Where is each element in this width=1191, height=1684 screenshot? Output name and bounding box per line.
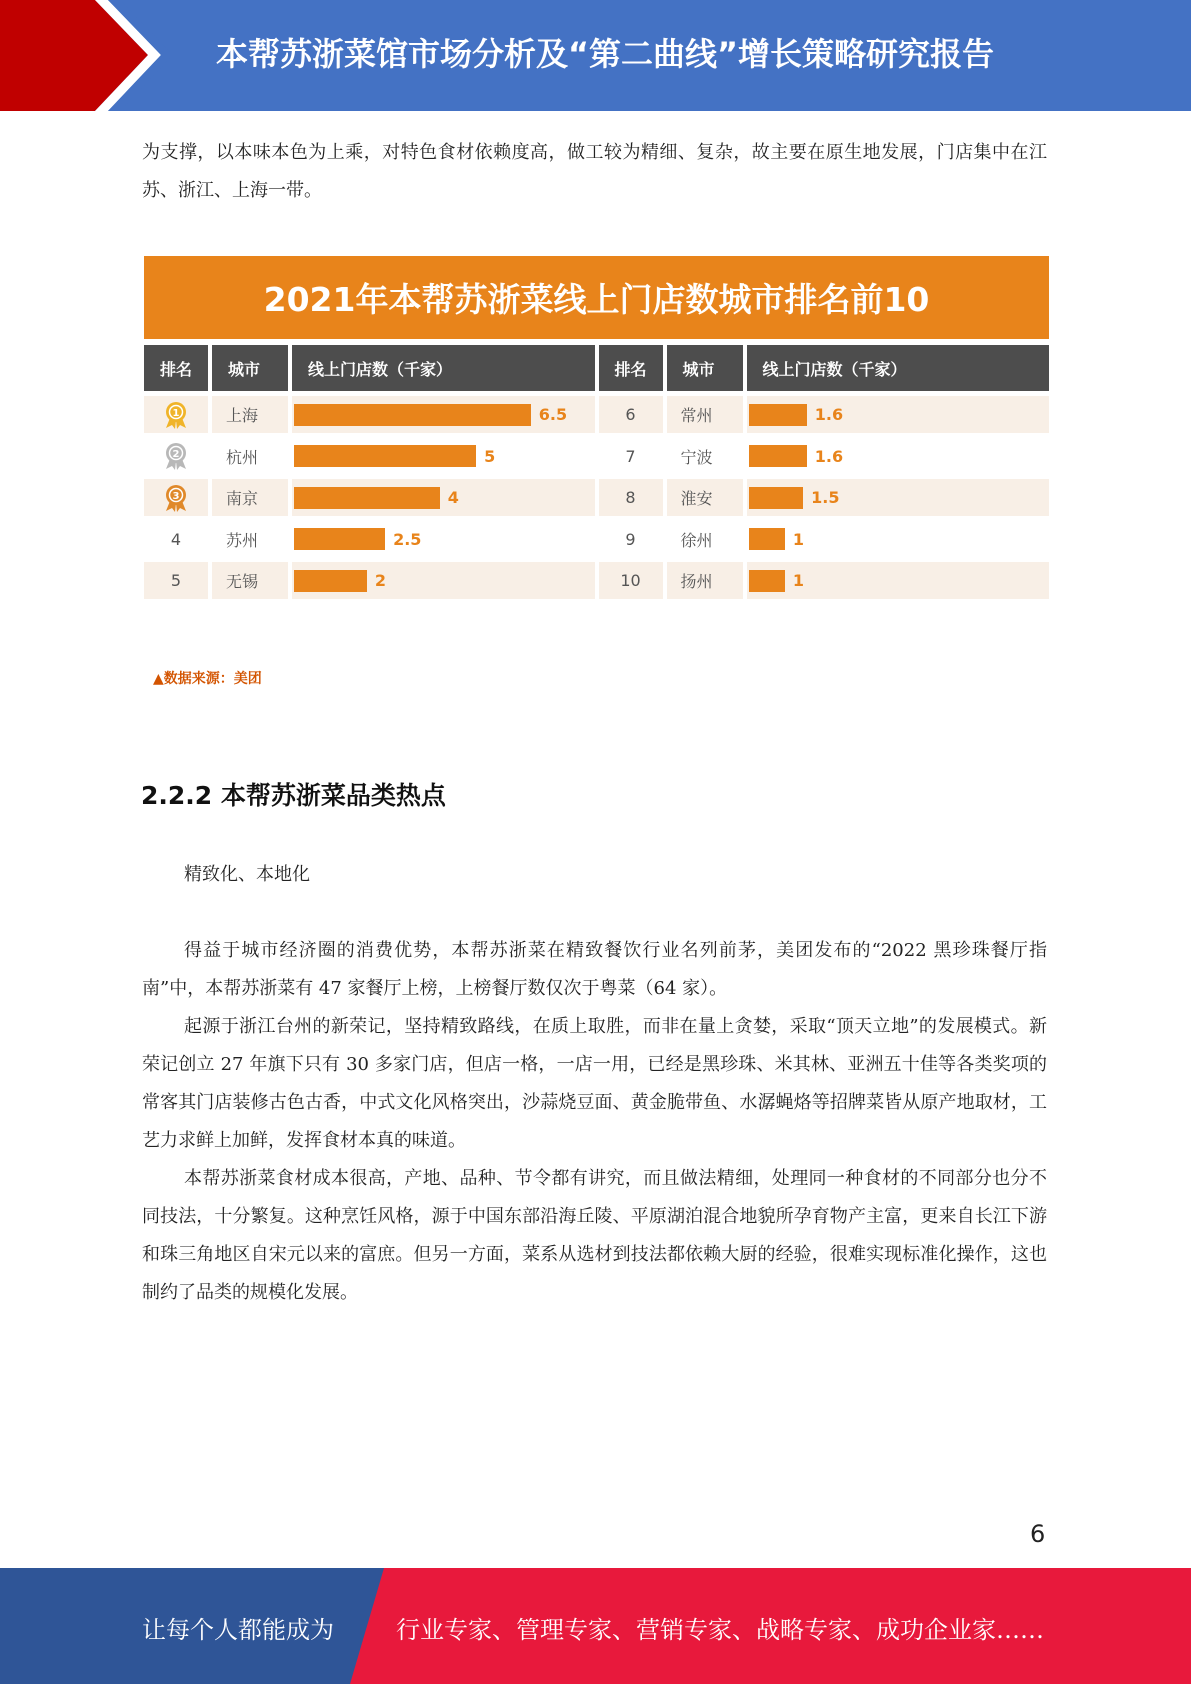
- bar-value-label: 6.5: [538, 405, 568, 424]
- bar: [749, 445, 807, 467]
- store-count-cell: [747, 438, 1050, 475]
- table-row: [599, 438, 1050, 475]
- bar: [749, 404, 807, 426]
- store-count-cell: [292, 562, 595, 599]
- header-city: 城市: [667, 345, 743, 391]
- rank-number: 4: [170, 529, 182, 549]
- table-header-row: [599, 345, 1050, 391]
- bar: [294, 528, 385, 550]
- table-row: [599, 562, 1050, 599]
- medal-rank-number: 1: [172, 407, 180, 419]
- gold-medal-icon: [144, 396, 208, 433]
- bar: [749, 570, 785, 592]
- store-count-cell: [292, 396, 595, 433]
- bar: [294, 445, 476, 467]
- rank-number: 8: [599, 479, 663, 516]
- table-row: [599, 396, 1050, 433]
- header-city: 城市: [212, 345, 288, 391]
- header-stores: 线上门店数（千家）: [747, 345, 1050, 391]
- bar: [749, 487, 804, 509]
- city-name: 苏州: [226, 530, 259, 550]
- header-rank: 排名: [599, 345, 663, 391]
- bar-value-label: 2: [374, 571, 386, 590]
- rank-number: 5: [144, 562, 208, 599]
- bar-value-label: 1.6: [814, 405, 844, 424]
- store-count-cell: [292, 479, 595, 516]
- footer-slogan-left: 让每个人都能成为: [142, 1616, 334, 1644]
- footer-slogan-right: 行业专家、管理专家、营销专家、战略专家、成功企业家……: [396, 1616, 1044, 1644]
- city-name: 杭州: [226, 447, 259, 467]
- bar: [294, 570, 367, 592]
- paragraph-1: 得益于城市经济圈的消费优势，本帮苏浙菜在精致餐饮行业名列前茅，美团发布的“2022 黑珍珠餐厅指南”中，本帮苏浙菜有 47 家餐厅上榜，上榜餐厅数仅次于粤菜（64 家）。: [142, 940, 1047, 999]
- report-title: 本帮苏浙菜馆市场分析及“第二曲线”增长策略研究报告: [215, 35, 995, 73]
- data-source-note: ▲数据来源：美团: [153, 671, 262, 687]
- table-row: [599, 521, 1050, 558]
- city-name: 徐州: [680, 530, 713, 550]
- figure-banner-title: 2021年本帮苏浙菜线上门店数城市排名前10: [144, 256, 1049, 339]
- bar-value-label: 2.5: [393, 529, 422, 549]
- table-header-row: [144, 345, 595, 391]
- ranking-table-right: [599, 345, 1050, 604]
- intro-paragraph: 为支撑，以本味本色为上乘，对特色食材依赖度高，做工较为精细、复杂，故主要在原生地发展，门店集中在江苏、浙江、上海一带。: [142, 142, 1047, 201]
- table-row: [599, 479, 1050, 516]
- store-count-cell: [747, 562, 1050, 599]
- table-row: [144, 396, 595, 433]
- table-row: [144, 521, 595, 558]
- store-count-cell: [747, 521, 1050, 558]
- page-footer: [0, 1568, 1191, 1684]
- medal-rank-number: 3: [172, 490, 180, 502]
- rank-number: 6: [599, 396, 663, 433]
- city-name: 淮安: [667, 479, 743, 516]
- ranking-table-left: [144, 345, 595, 604]
- header-rank: 排名: [144, 345, 208, 391]
- silver-medal-icon: [144, 438, 208, 475]
- bar-value-label: 4: [447, 488, 459, 507]
- rank-number: 7: [625, 446, 636, 466]
- store-count-cell: [747, 396, 1050, 433]
- bar: [294, 487, 440, 509]
- city-name: 无锡: [212, 562, 288, 599]
- bar-value-label: 1: [792, 529, 805, 549]
- paragraph-2: 起源于浙江台州的新荣记，坚持精致路线，在质上取胜，而非在量上贪婪，采取“顶天立地”的发展模式。新荣记创立 27 年旗下只有 30 多家门店，但店一格，一店一用，已经是黑珍珠、米其林、亚洲五十佳等各类奖项的常客其门店装修古色古香，中式文化风格突出，沙蒜烧豆面、黄金脆带鱼、水潺蝇烙等招牌菜皆从原产地取材，工艺力求鲜上加鲜，发挥食材本真的味道。: [142, 1016, 1047, 1151]
- bar-value-label: 1: [792, 571, 805, 590]
- bar-value-label: 5: [484, 446, 496, 466]
- page-header: [0, 0, 1191, 111]
- store-count-cell: [292, 521, 595, 558]
- city-name: 常州: [667, 396, 743, 433]
- page-number: 6: [1030, 1520, 1046, 1548]
- ranking-figure: [144, 256, 1049, 604]
- table-row: [144, 438, 595, 475]
- city-name: 扬州: [667, 562, 743, 599]
- store-count-cell: [292, 438, 595, 475]
- table-row: [144, 479, 595, 516]
- bronze-medal-icon: [144, 479, 208, 516]
- bar-value-label: 1.6: [814, 446, 844, 466]
- bar: [294, 404, 531, 426]
- city-name: 宁波: [680, 447, 713, 467]
- rank-number: 10: [599, 562, 663, 599]
- city-name: 南京: [212, 479, 288, 516]
- bar: [749, 528, 785, 550]
- ranking-table: [144, 345, 1049, 604]
- bar-value-label: 1.5: [811, 488, 840, 507]
- store-count-cell: [747, 479, 1050, 516]
- header-stores: 线上门店数（千家）: [292, 345, 595, 391]
- section-subtitle: 精致化、本地化: [184, 864, 310, 885]
- city-name: 上海: [212, 396, 288, 433]
- rank-number: 9: [625, 529, 636, 549]
- section-heading: 2.2.2 本帮苏浙菜品类热点: [141, 781, 446, 810]
- table-row: [144, 562, 595, 599]
- medal-rank-number: 2: [172, 449, 180, 460]
- paragraph-3: 本帮苏浙菜食材成本很高，产地、品种、节令都有讲究，而且做法精细，处理同一种食材的不同部分也分不同技法，十分繁复。这种烹饪风格，源于中国东部沿海丘陵、平原湖泊混合地貌所孕育物产主富，更来自长江下游和珠三角地区自宋元以来的富庶。但另一方面，菜系从选材到技法都依赖大厨的经验，很难实现标准化操作，这也制约了品类的规模化发展。: [142, 1168, 1047, 1303]
